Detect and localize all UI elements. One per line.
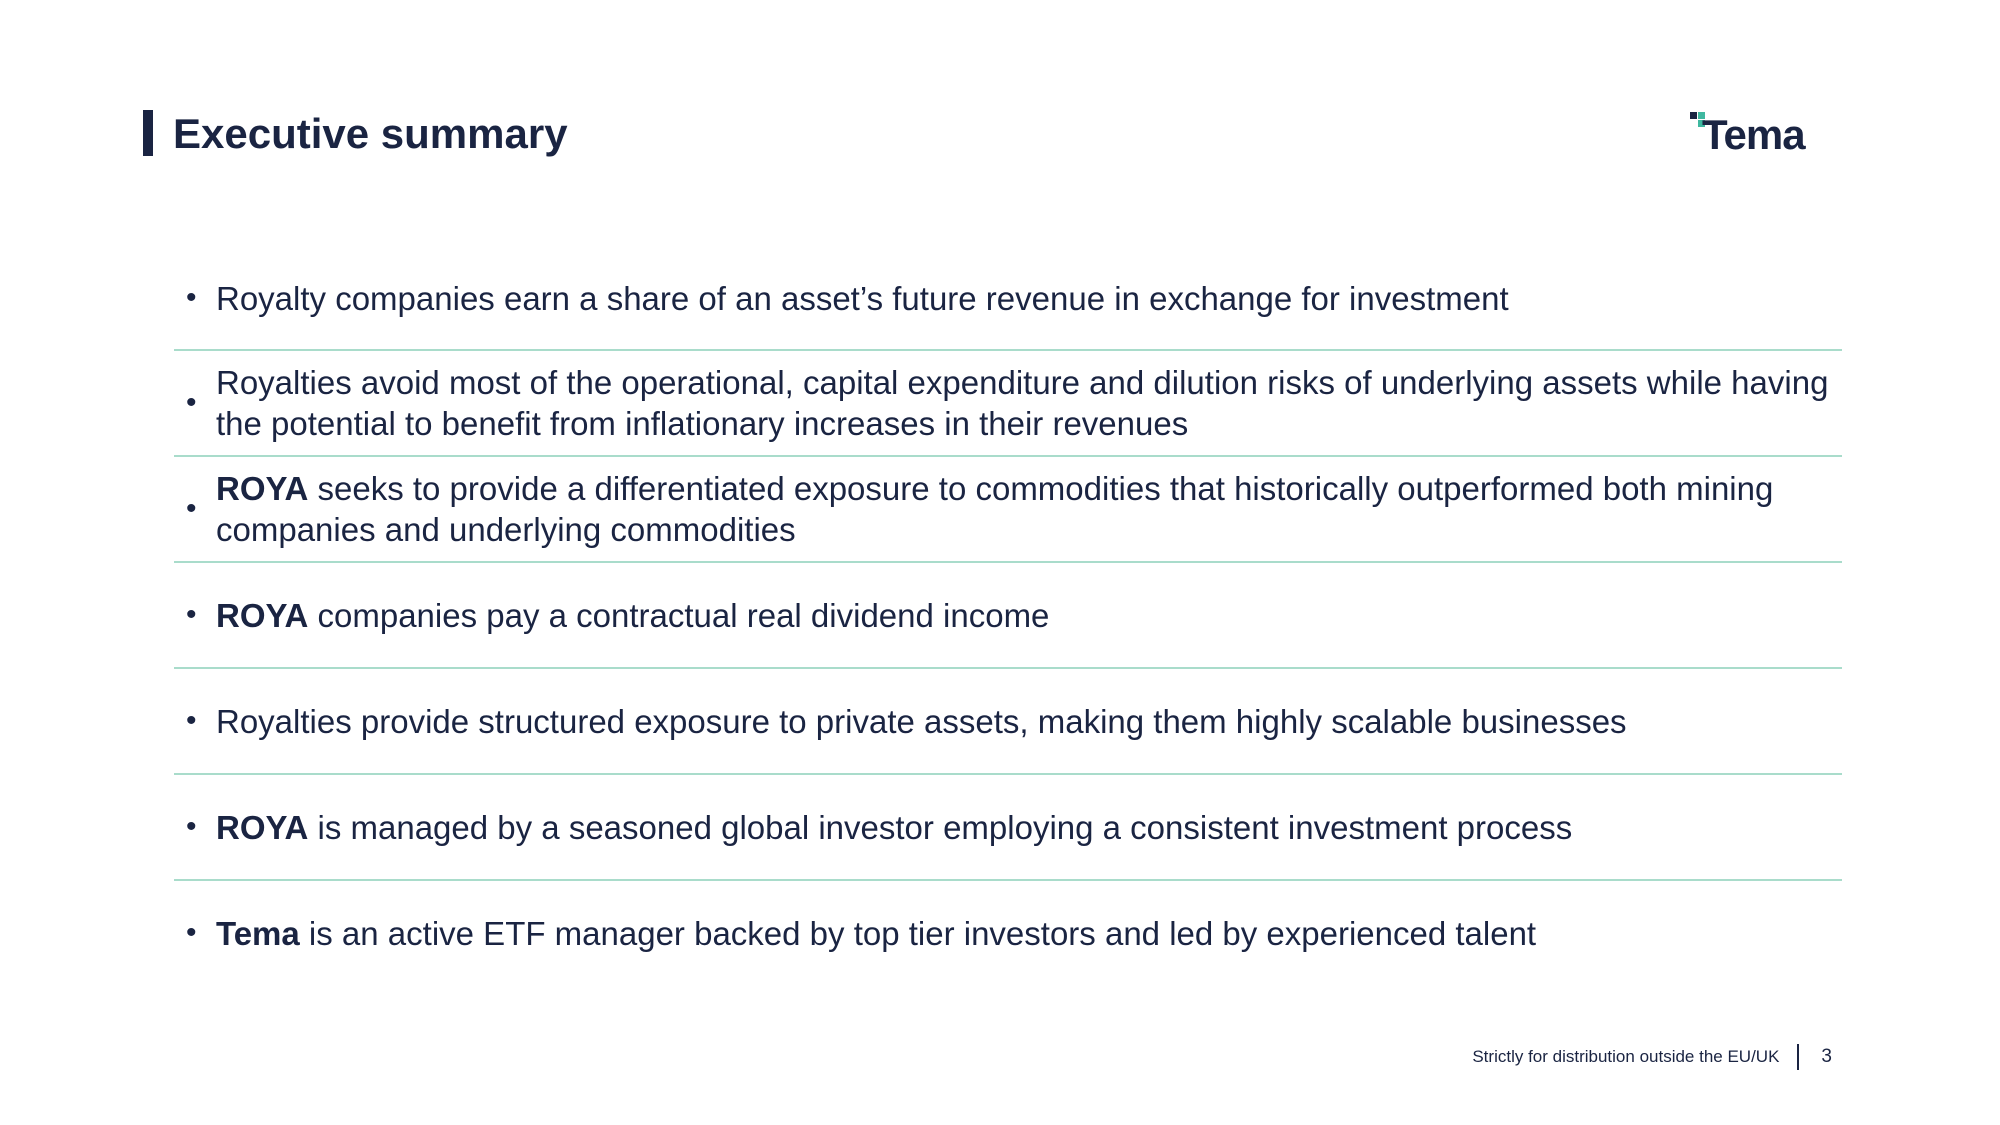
bullet-icon: •: [186, 916, 197, 949]
list-item: [174, 669, 1842, 775]
bullet-icon: •: [186, 704, 197, 737]
title-accent-bar: [143, 110, 153, 156]
brand-logo: [1690, 108, 1805, 158]
list-item: [174, 881, 1842, 985]
bullet-icon: •: [186, 492, 197, 525]
bullet-icon: •: [186, 386, 197, 419]
page-title: Executive summary: [173, 110, 568, 157]
page-number: 3: [1821, 1046, 1832, 1067]
bullet-text: Royalties avoid most of the operational, capital expenditure and dilution risks of underlying assets while having the potential to benefit from inflationary increases in their revenues: [216, 364, 1829, 442]
summary-list: [174, 261, 1842, 985]
list-item: [174, 775, 1842, 881]
bullet-text: ROYA is managed by a seasoned global investor employing a consistent investment process: [216, 808, 1573, 846]
logo-text: Tema: [1702, 111, 1805, 158]
list-item: [174, 351, 1842, 457]
list-item: [174, 457, 1842, 563]
bullet-text: ROYA seeks to provide a differentiated exposure to commodities that historically outperformed both mining companies and underlying commodities: [216, 470, 1774, 548]
bullet-icon: •: [186, 810, 197, 843]
footer: [1472, 1044, 1832, 1070]
bullet-text: ROYA companies pay a contractual real dividend income: [216, 596, 1050, 634]
bullet-text: Royalties provide structured exposure to private assets, making them highly scalable businesses: [216, 702, 1627, 740]
bullet-icon: •: [186, 598, 197, 631]
bullet-text: Tema is an active ETF manager backed by top tier investors and led by experienced talent: [216, 914, 1537, 952]
bullet-icon: •: [186, 281, 197, 314]
list-item: [174, 261, 1842, 351]
list-item: [174, 563, 1842, 669]
bullet-text: Royalty companies earn a share of an asset’s future revenue in exchange for investment: [216, 280, 1509, 317]
distribution-disclaimer: Strictly for distribution outside the EU/UK: [1472, 1047, 1780, 1066]
footer-divider: [1797, 1044, 1799, 1070]
